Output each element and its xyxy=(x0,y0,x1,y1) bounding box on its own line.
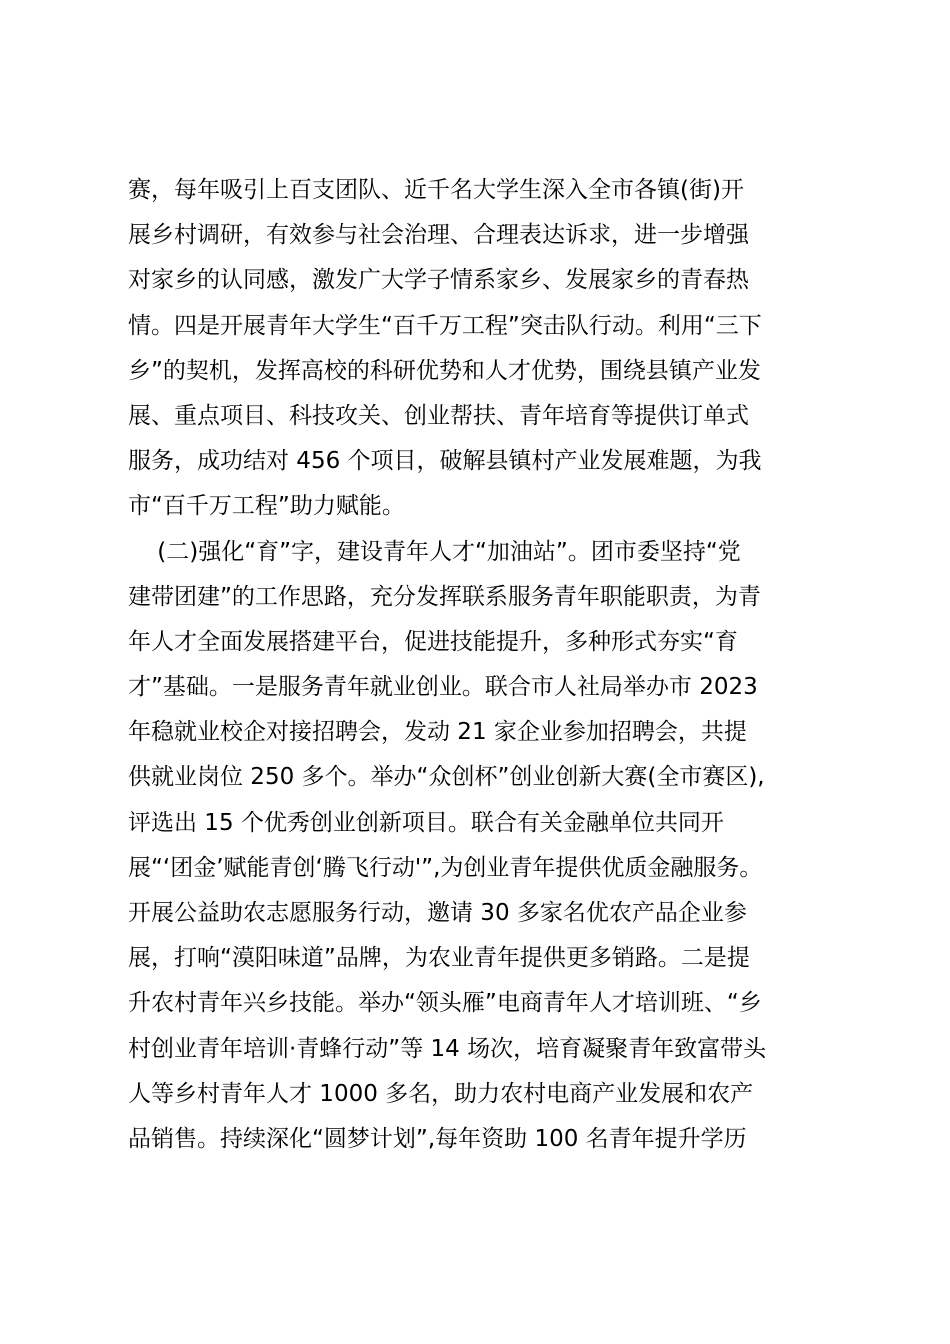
text-line: 对家乡的认同感，激发广大学子情系家乡、发展家乡的青春热 xyxy=(128,267,749,294)
text-line: 赛，每年吸引上百支团队、近千名大学生深入全市各镇(街)开 xyxy=(128,177,744,203)
text-line: 建带团建”的工作思路，充分发挥联系服务青年职能职责，为青 xyxy=(128,583,761,610)
text-line: 供就业岗位 250 多个。举办“众创杯”创业创新大赛(全市赛区), xyxy=(128,764,765,791)
text-line: 展、重点项目、科技攻关、创业帮扶、青年培育等提供订单式 xyxy=(128,402,749,429)
text-line: 年稳就业校企对接招聘会，发动 21 家企业参加招聘会，共提 xyxy=(128,719,747,746)
text-line: 开展公益助农志愿服务行动，邀请 30 多家名优农产品企业参 xyxy=(128,900,747,926)
text-line: 年人才全面发展搭建平台，促进技能提升，多种形式夯实“育 xyxy=(128,628,738,655)
text-line: (二)强化“育”字，建设青年人才“加油站”。团市委坚持“党 xyxy=(128,538,741,565)
text-line: 村创业青年培训·青蜂行动”等 14 场次，培育凝聚青年致富带头 xyxy=(128,1035,767,1062)
body-text xyxy=(128,168,828,1162)
text-line: 评选出 15 个优秀创业创新项目。联合有关金融单位共同开 xyxy=(128,809,724,836)
text-line: 升农村青年兴乡技能。举办“领头雁”电商青年人才培训班、“乡 xyxy=(128,990,762,1017)
text-line: 乡”的契机，发挥高校的科研优势和人才优势，围绕县镇产业发 xyxy=(128,357,761,384)
text-line: 人等乡村青年人才 1000 多名，助力农村电商产业发展和农产 xyxy=(128,1080,754,1107)
text-line: 情。四是开展青年大学生“百千万工程”突击队行动。利用“三下 xyxy=(128,312,762,339)
text-line: 服务，成功结对 456 个项目，破解县镇村产业发展难题，为我 xyxy=(128,448,762,475)
text-line: 品销售。持续深化“圆梦计划”,每年资助 100 名青年提升学历 xyxy=(128,1125,747,1152)
text-line: 才”基础。一是服务青年就业创业。联合市人社局举办市 2023 xyxy=(128,674,758,701)
text-line: 展乡村调研，有效参与社会治理、合理表达诉求，进一步增强 xyxy=(128,222,749,249)
text-line: 展“‘团金’赋能青创‘腾飞行动'”,为创业青年提供优质金融服务。 xyxy=(128,854,763,881)
text-line: 展，打响“漠阳味道”品牌，为农业青年提供更多销路。二是提 xyxy=(128,945,750,972)
text-line: 市“百千万工程”助力赋能。 xyxy=(128,493,405,520)
